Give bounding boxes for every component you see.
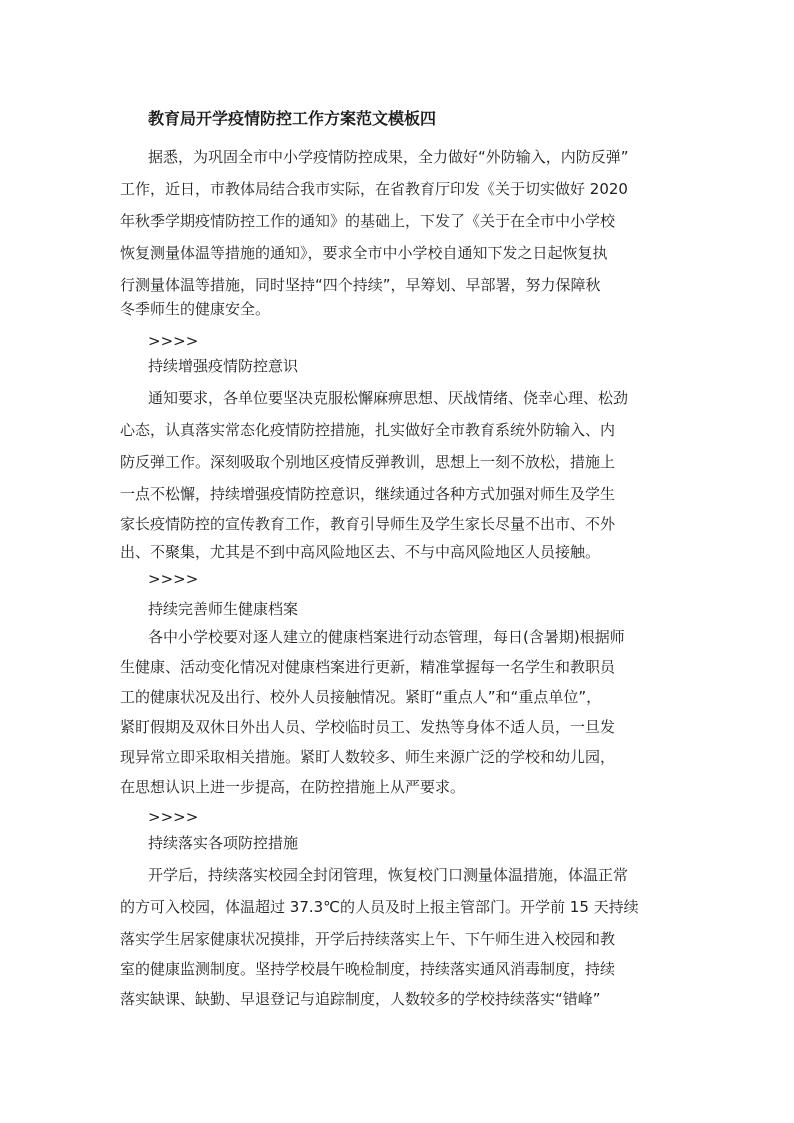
paragraph-line: 出、不聚集，尤其是不到中高风险地区去、不与中高风险地区人员接触。 <box>120 543 601 561</box>
paragraph-line: 生健康、活动变化情况对健康档案进行更新，精准掌握每一名学生和教职员 <box>120 658 616 676</box>
paragraph-line: 开学后，持续落实校园全封闭管理，恢复校门口测量体温措施，体温正常 <box>148 866 629 884</box>
section-marker: >>>> <box>148 808 199 826</box>
intro-line: 工作，近日，市教体局结合我市实际，在省教育厅印发《关于切实做好 2020 <box>120 180 628 198</box>
paragraph-line: 工的健康状况及出行、校外人员接触情况。紧盯“重点人”和“重点单位”， <box>120 688 602 706</box>
paragraph-line: 紧盯假期及双休日外出人员、学校临时员工、发热等身体不适人员，一旦发 <box>120 718 616 736</box>
document-title: 教育局开学疫情防控工作方案范文模板四 <box>148 109 437 128</box>
section-heading: 持续完善师生健康档案 <box>148 600 299 618</box>
intro-line: 冬季师生的健康安全。 <box>120 300 271 318</box>
section-heading: 持续增强疫情防控意识 <box>148 357 299 375</box>
paragraph-line: 通知要求，各单位要坚决克服松懈麻痹思想、厌战情绪、侥幸心理、松劲 <box>148 389 629 407</box>
intro-line: 年秋季学期疫情防控工作的通知》的基础上，下发了《关于在全市中小学校 <box>120 212 616 230</box>
paragraph-line: 心态，认真落实常态化疫情防控措施，扎实做好全市教育系统外防输入、内 <box>120 421 616 439</box>
paragraph-line: 各中小学校要对逐人建立的健康档案进行动态管理，每日(含暑期)根据师 <box>148 628 625 646</box>
section-heading: 持续落实各项防控措施 <box>148 834 299 852</box>
intro-line: 据悉，为巩固全市中小学疫情防控成果，全力做好“外防输入，内防反弹” <box>148 148 629 166</box>
paragraph-line: 的方可入校园，体温超过 37.3℃的人员及时上报主管部门。开学前 15 天持续 <box>120 898 639 916</box>
paragraph-line: 现异常立即采取相关措施。紧盯人数较多、师生来源广泛的学校和幼儿园， <box>120 748 616 766</box>
paragraph-line: 落实缺课、缺勤、早退登记与追踪制度，人数较多的学校持续落实“错峰” <box>120 990 601 1008</box>
intro-line: 恢复测量体温等措施的通知》，要求全市中小学校自通知下发之日起恢复执 <box>120 244 608 262</box>
section-marker: >>>> <box>148 570 199 588</box>
paragraph-line: 家长疫情防控的宣传教育工作，教育引导师生及学生家长尽量不出市、不外 <box>120 515 616 533</box>
paragraph-line: 一点不松懈，持续增强疫情防控意识，继续通过各种方式加强对师生及学生 <box>120 485 616 503</box>
paragraph-line: 落实学生居家健康状况摸排，开学后持续落实上午、下午师生进入校园和教 <box>120 930 616 948</box>
intro-line: 行测量体温等措施，同时坚持“四个持续”，早筹划、早部署，努力保障秋 <box>120 276 601 294</box>
paragraph-line: 室的健康监测制度。坚持学校晨午晚检制度，持续落实通风消毒制度，持续 <box>120 960 616 978</box>
paragraph-line: 在思想认识上进一步提高，在防控措施上从严要求。 <box>120 778 466 796</box>
paragraph-line: 防反弹工作。深刻吸取个别地区疫情反弹教训，思想上一刻不放松，措施上 <box>120 453 616 471</box>
section-marker: >>>> <box>148 332 199 350</box>
